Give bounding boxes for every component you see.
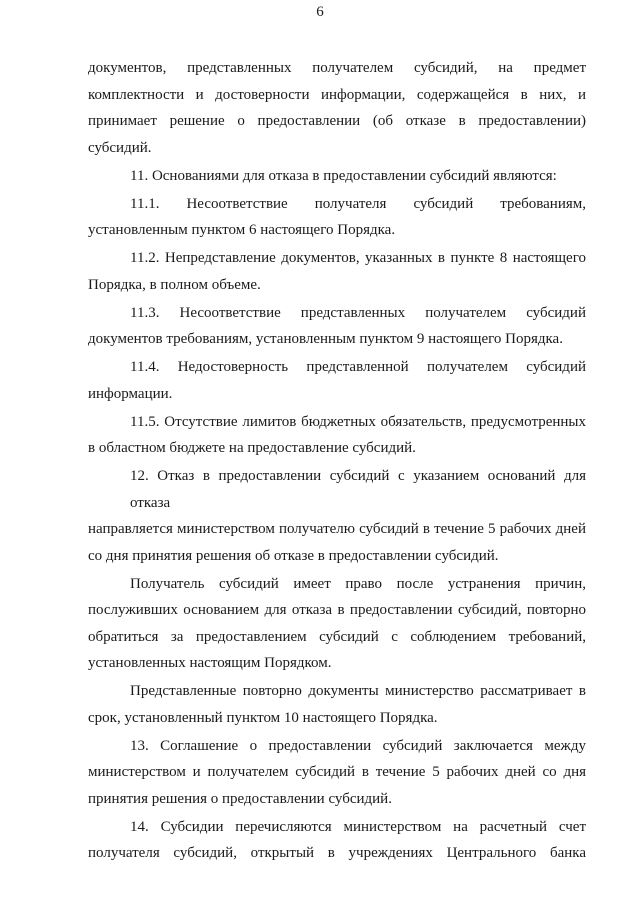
paragraph xyxy=(88,409,586,462)
text-line: Получатель субсидий имеет право после устранения причин, xyxy=(130,575,586,592)
paragraph xyxy=(88,354,586,407)
text-line: 11.3. Несоответствие представленных получателем субсидий xyxy=(130,304,586,321)
paragraph xyxy=(88,571,586,677)
text-line: в областном бюджете на предоставление субсидий. xyxy=(88,440,416,456)
text-line: 14. Субсидии перечисляются министерством на расчетный счет xyxy=(130,818,586,835)
text-line: срок, установленный пунктом 10 настоящего Порядка. xyxy=(88,709,438,726)
paragraph xyxy=(88,191,586,244)
paragraph xyxy=(88,733,586,813)
text-line: комплектности и достоверности информации, содержащейся в них, и xyxy=(88,86,586,103)
text-line: 11.1. Несоответствие получателя субсидий требованиям, xyxy=(130,195,586,212)
text-line: информации. xyxy=(88,385,173,402)
text-line: послуживших основанием для отказа в предоставлении субсидий, повторно xyxy=(88,602,586,618)
text-line: принимает решение о предоставлении (об отказе в предоставлении) xyxy=(88,113,586,129)
text-line: 11.5. Отсутствие лимитов бюджетных обязательств, предусмотренных xyxy=(130,413,586,430)
paragraph xyxy=(88,814,586,867)
paragraph xyxy=(88,55,586,161)
text-line: 12. Отказ в предоставлении субсидий с указанием оснований для отказа xyxy=(130,468,586,511)
paragraph xyxy=(88,300,586,353)
text-line: Представленные повторно документы министерство рассматривает в xyxy=(130,683,586,699)
document-body xyxy=(88,55,586,868)
text-line: 11. Основаниями для отказа в предоставлении субсидий являются: xyxy=(130,167,557,184)
text-line: документов требованиям, установленным пунктом 9 настоящего Порядка. xyxy=(88,331,563,347)
text-line: установленным пунктом 6 настоящего Порядка. xyxy=(88,222,396,238)
paragraph xyxy=(88,678,586,731)
text-line: установленных настоящим Порядком. xyxy=(88,655,332,671)
text-line: 11.4. Недостоверность представленной получателем субсидий xyxy=(130,359,586,375)
text-line: субсидий. xyxy=(88,139,152,156)
paragraph xyxy=(88,245,586,298)
page-number: 6 xyxy=(316,4,324,20)
text-line: со дня принятия решения об отказе в предоставлении субсидий. xyxy=(88,547,499,564)
text-line: принятия решения о предоставлении субсидий. xyxy=(88,790,392,807)
text-line: 11.2. Непредставление документов, указанных в пункте 8 настоящего xyxy=(130,250,586,266)
text-line: Порядка, в полном объеме. xyxy=(88,276,261,293)
text-line: документов, представленных получателем субсидий, на предмет xyxy=(88,60,586,76)
text-line: направляется министерством получателю субсидий в течение 5 рабочих дней xyxy=(88,521,586,537)
text-line: получателя субсидий, открытый в учреждениях Центрального банка xyxy=(88,845,586,861)
paragraph xyxy=(88,163,586,190)
text-line: обратиться за предоставлением субсидий с соблюдением требований, xyxy=(88,628,586,645)
text-line: министерством и получателем субсидий в течение 5 рабочих дней со дня xyxy=(88,764,586,780)
text-line: 13. Соглашение о предоставлении субсидий заключается между xyxy=(130,737,586,754)
paragraph xyxy=(88,463,586,569)
